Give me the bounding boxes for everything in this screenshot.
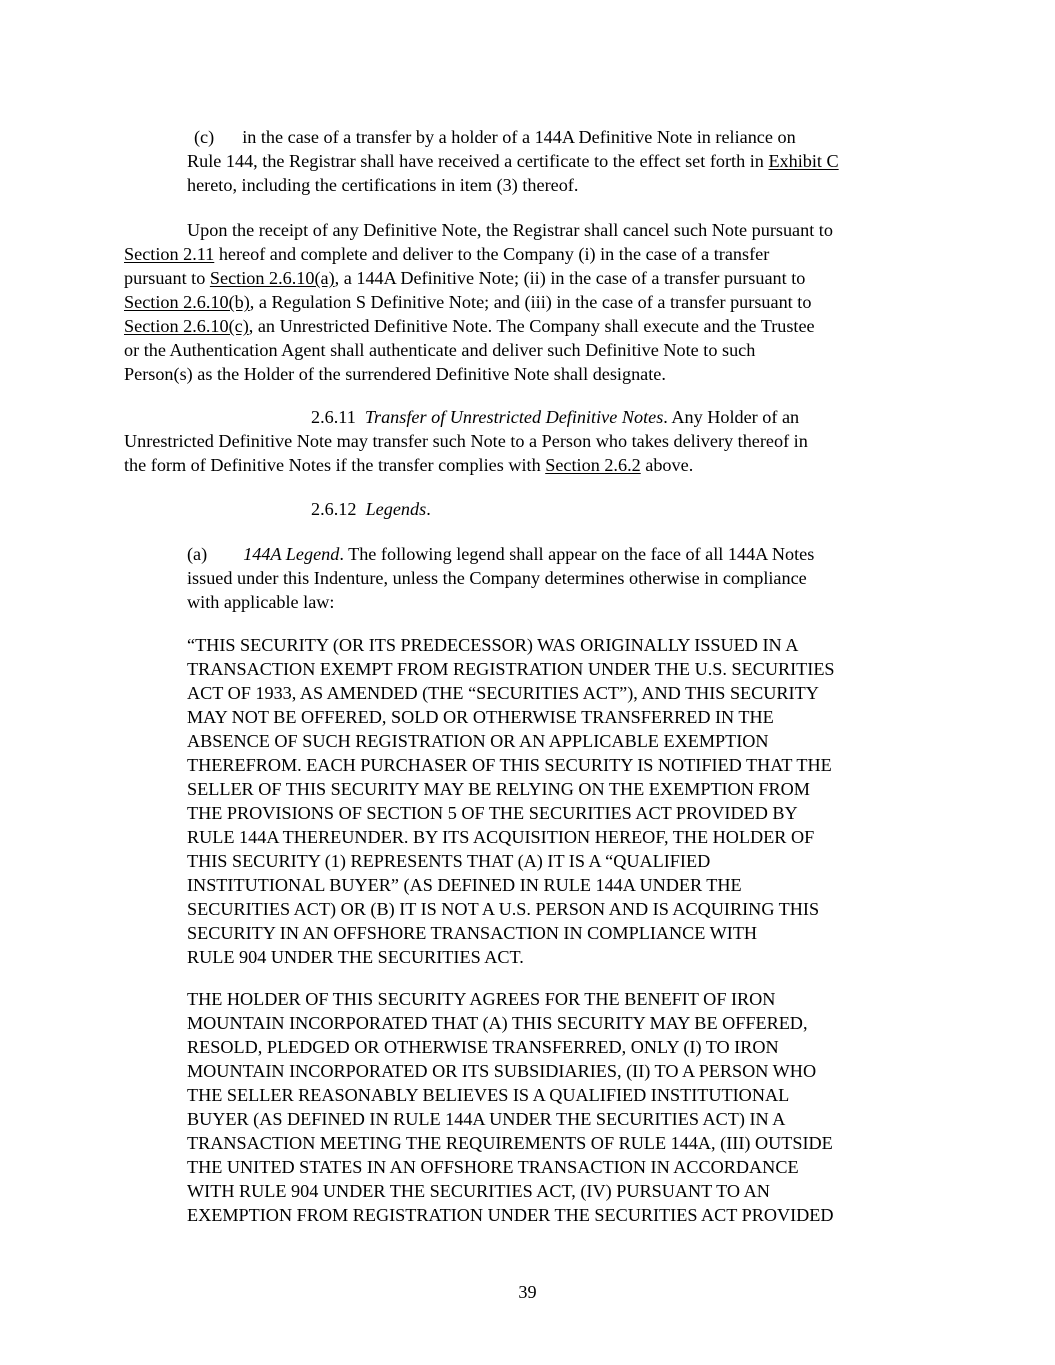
legend-line: MOUNTAIN INCORPORATED THAT (A) THIS SECURITY MAY BE OFFERED,	[187, 1013, 808, 1033]
paragraph-a-marker: (a)	[187, 544, 208, 564]
legend-line: THE SELLER REASONABLY BELIEVES IS A QUALIFIED INSTITUTIONAL	[187, 1085, 790, 1105]
legend-line: RULE 904 UNDER THE SECURITIES ACT.	[187, 947, 524, 967]
section-2-6-10a-link[interactable]: Section 2.6.10(a)	[209, 268, 335, 288]
section-2-6-12: 2.6.12 Legends.	[311, 499, 431, 519]
paragraph-upon-receipt: Upon the receipt of any Definitive Note, the Registrar shall cancel such Note pursuant to Section 2.11 hereof and complete and deliver to the Company (i) in the case of a transfer pursuant to Section 2.6.10(a), a 144A Definitive Note; (ii) in the case of a transfer pursuant to Section 2.6.10(b), a Regulation S Definitive Note; and (iii) in the case of a transfer pursuant to Section 2.6.10(c), an Unrestricted Definitive Note. The Company shall execute and the Trustee or the Authentication Agent shall authenticate and deliver such Definitive Note to such Person(s) as the Holder of the surrendered Definitive Note shall designate.	[124, 220, 833, 384]
paragraph-c-line-1: (c) in the case of a transfer by a holder of a 144A Definitive Note in reliance on	[194, 127, 796, 147]
legend-line: TRANSACTION EXEMPT FROM REGISTRATION UNDER THE U.S. SECURITIES	[187, 659, 835, 679]
section-2-6-2-link[interactable]: Section 2.6.2	[545, 455, 641, 475]
paragraph-c-marker: (c)	[194, 127, 215, 147]
legend-line: WITH RULE 904 UNDER THE SECURITIES ACT, (IV) PURSUANT TO AN	[187, 1181, 770, 1201]
section-2-6-11: 2.6.11 Transfer of Unrestricted Definitive Notes. Any Holder of an Unrestricted Definitive Note may transfer such Note to a Person who takes delivery thereof in the form of Definitive Notes if the transfer complies with Section 2.6.2 above.	[124, 407, 808, 475]
legend-line: THEREFROM. EACH PURCHASER OF THIS SECURITY IS NOTIFIED THAT THE	[187, 755, 832, 775]
legend-block-1	[187, 633, 835, 969]
legend-line: ABSENCE OF SUCH REGISTRATION OR AN APPLICABLE EXEMPTION	[187, 731, 769, 751]
legend-line: ACT OF 1933, AS AMENDED (THE “SECURITIES ACT”), AND THIS SECURITY	[187, 683, 819, 703]
exhibit-c-link[interactable]: Exhibit C	[768, 151, 839, 171]
section-2-11-link[interactable]: Section 2.11	[124, 244, 215, 264]
legend-line: SECURITY IN AN OFFSHORE TRANSACTION IN COMPLIANCE WITH	[187, 923, 758, 943]
legend-line: RULE 144A THEREUNDER. BY ITS ACQUISITION HEREOF, THE HOLDER OF	[187, 827, 815, 847]
section-number: 2.6.11	[311, 407, 356, 427]
legend-line: RESOLD, PLEDGED OR OTHERWISE TRANSFERRED, ONLY (I) TO IRON	[187, 1037, 779, 1057]
legend-line: MAY NOT BE OFFERED, SOLD OR OTHERWISE TRANSFERRED IN THE	[187, 707, 774, 727]
legend-line: THIS SECURITY (1) REPRESENTS THAT (A) IT IS A “QUALIFIED	[187, 851, 711, 871]
section-2-6-10c-link[interactable]: Section 2.6.10(c)	[124, 316, 249, 336]
legend-line: SECURITIES ACT) OR (B) IT IS NOT A U.S. PERSON AND IS ACQUIRING THIS	[187, 899, 820, 919]
section-title: Transfer of Unrestricted Definitive Notes	[364, 407, 664, 427]
section-2-6-10b-link[interactable]: Section 2.6.10(b)	[124, 292, 250, 312]
section-title: Legends	[365, 499, 427, 519]
legend-block-2	[187, 987, 834, 1227]
section-number: 2.6.12	[311, 499, 357, 519]
legend-line: SELLER OF THIS SECURITY MAY BE RELYING ON THE EXEMPTION FROM	[187, 779, 810, 799]
legend-line: THE PROVISIONS OF SECTION 5 OF THE SECURITIES ACT PROVIDED BY	[187, 803, 798, 823]
legend-line: THE HOLDER OF THIS SECURITY AGREES FOR THE BENEFIT OF IRON	[187, 989, 776, 1009]
paragraph-a: (a) 144A Legend. The following legend shall appear on the face of all 144A Notes issued under this Indenture, unless the Company determines otherwise in compliance with applicable law:	[187, 544, 815, 612]
legend-line: INSTITUTIONAL BUYER” (AS DEFINED IN RULE 144A UNDER THE	[187, 875, 742, 895]
paragraph-c-continued: Rule 144, the Registrar shall have received a certificate to the effect set forth in Exhibit C hereto, including the certifications in item (3) thereof.	[187, 151, 839, 195]
legend-line: “THIS SECURITY (OR ITS PREDECESSOR) WAS ORIGINALLY ISSUED IN A	[187, 635, 799, 655]
legend-line: TRANSACTION MEETING THE REQUIREMENTS OF RULE 144A, (III) OUTSIDE	[187, 1133, 833, 1153]
legend-line: MOUNTAIN INCORPORATED OR ITS SUBSIDIARIES, (II) TO A PERSON WHO	[187, 1061, 817, 1081]
page-number: 39	[518, 1282, 537, 1302]
paragraph-c	[194, 125, 796, 149]
legend-line: BUYER (AS DEFINED IN RULE 144A UNDER THE SECURITIES ACT) IN A	[187, 1109, 786, 1129]
paragraph-a-title: 144A Legend	[243, 544, 340, 564]
legend-line: EXEMPTION FROM REGISTRATION UNDER THE SECURITIES ACT PROVIDED	[187, 1205, 834, 1225]
legend-line: THE UNITED STATES IN AN OFFSHORE TRANSACTION IN ACCORDANCE	[187, 1157, 799, 1177]
